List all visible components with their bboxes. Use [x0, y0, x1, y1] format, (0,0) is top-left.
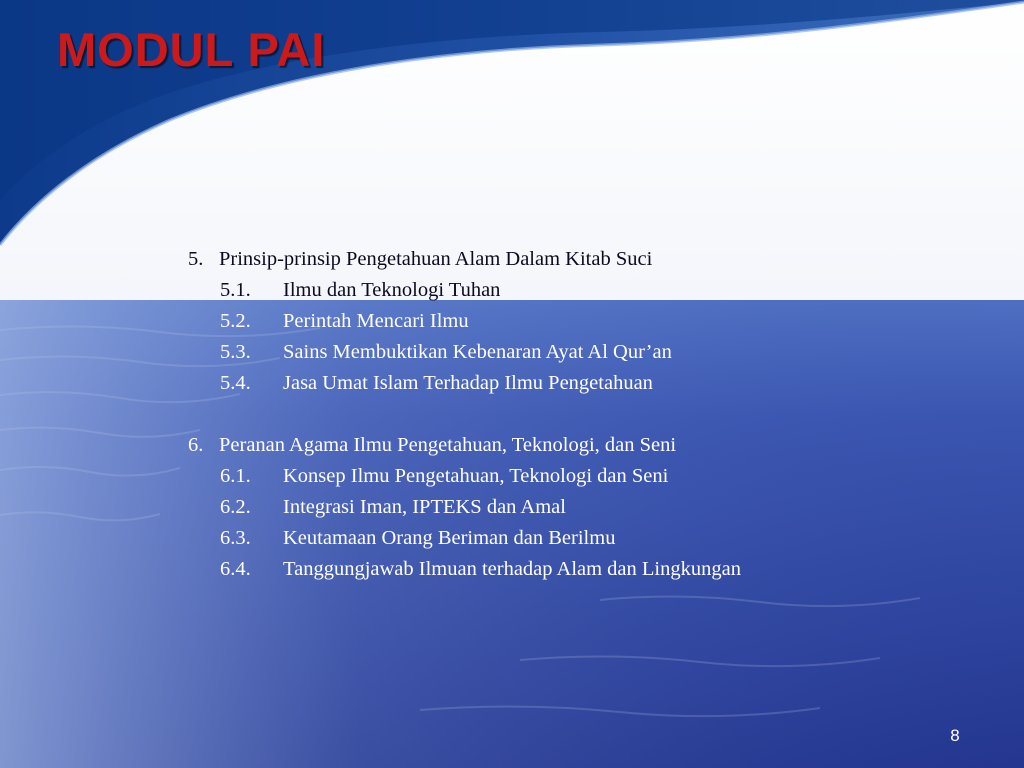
outline-list [188, 244, 978, 585]
item-text: Tanggungjawab Ilmuan terhadap Alam dan Lingkungan [283, 558, 741, 580]
item-number: 5.2. [220, 310, 251, 332]
item-number: 5.3. [220, 341, 251, 363]
item-text: Ilmu dan Teknologi Tuhan [283, 279, 501, 301]
list-item [188, 554, 978, 585]
section-5 [188, 244, 978, 399]
section-6 [188, 430, 978, 585]
list-item [188, 368, 978, 399]
list-item [188, 461, 978, 492]
list-item [188, 337, 978, 368]
item-number: 6.4. [220, 558, 251, 580]
section-number: 5. [188, 248, 204, 270]
item-number: 6.1. [220, 465, 251, 487]
list-item [188, 275, 978, 306]
section-heading [188, 430, 978, 461]
list-item [188, 523, 978, 554]
section-heading [188, 244, 978, 275]
item-text: Keutamaan Orang Beriman dan Berilmu [283, 527, 616, 549]
slide-title: MODUL PAI [57, 23, 326, 76]
item-text: Jasa Umat Islam Terhadap Ilmu Pengetahuan [283, 372, 653, 394]
page-number: 8 [950, 726, 960, 745]
section-title: Prinsip-prinsip Pengetahuan Alam Dalam Kitab Suci [219, 248, 653, 270]
item-text: Perintah Mencari Ilmu [283, 310, 469, 332]
item-text: Integrasi Iman, IPTEKS dan Amal [283, 496, 566, 518]
item-number: 6.3. [220, 527, 251, 549]
section-number: 6. [188, 434, 204, 456]
section-title: Peranan Agama Ilmu Pengetahuan, Teknologi, dan Seni [219, 434, 677, 456]
item-text: Sains Membuktikan Kebenaran Ayat Al Qur’an [283, 341, 672, 363]
item-number: 5.4. [220, 372, 251, 394]
list-item [188, 492, 978, 523]
list-item [188, 306, 978, 337]
item-number: 6.2. [220, 496, 251, 518]
item-number: 5.1. [220, 279, 251, 301]
item-text: Konsep Ilmu Pengetahuan, Teknologi dan Seni [283, 465, 669, 487]
